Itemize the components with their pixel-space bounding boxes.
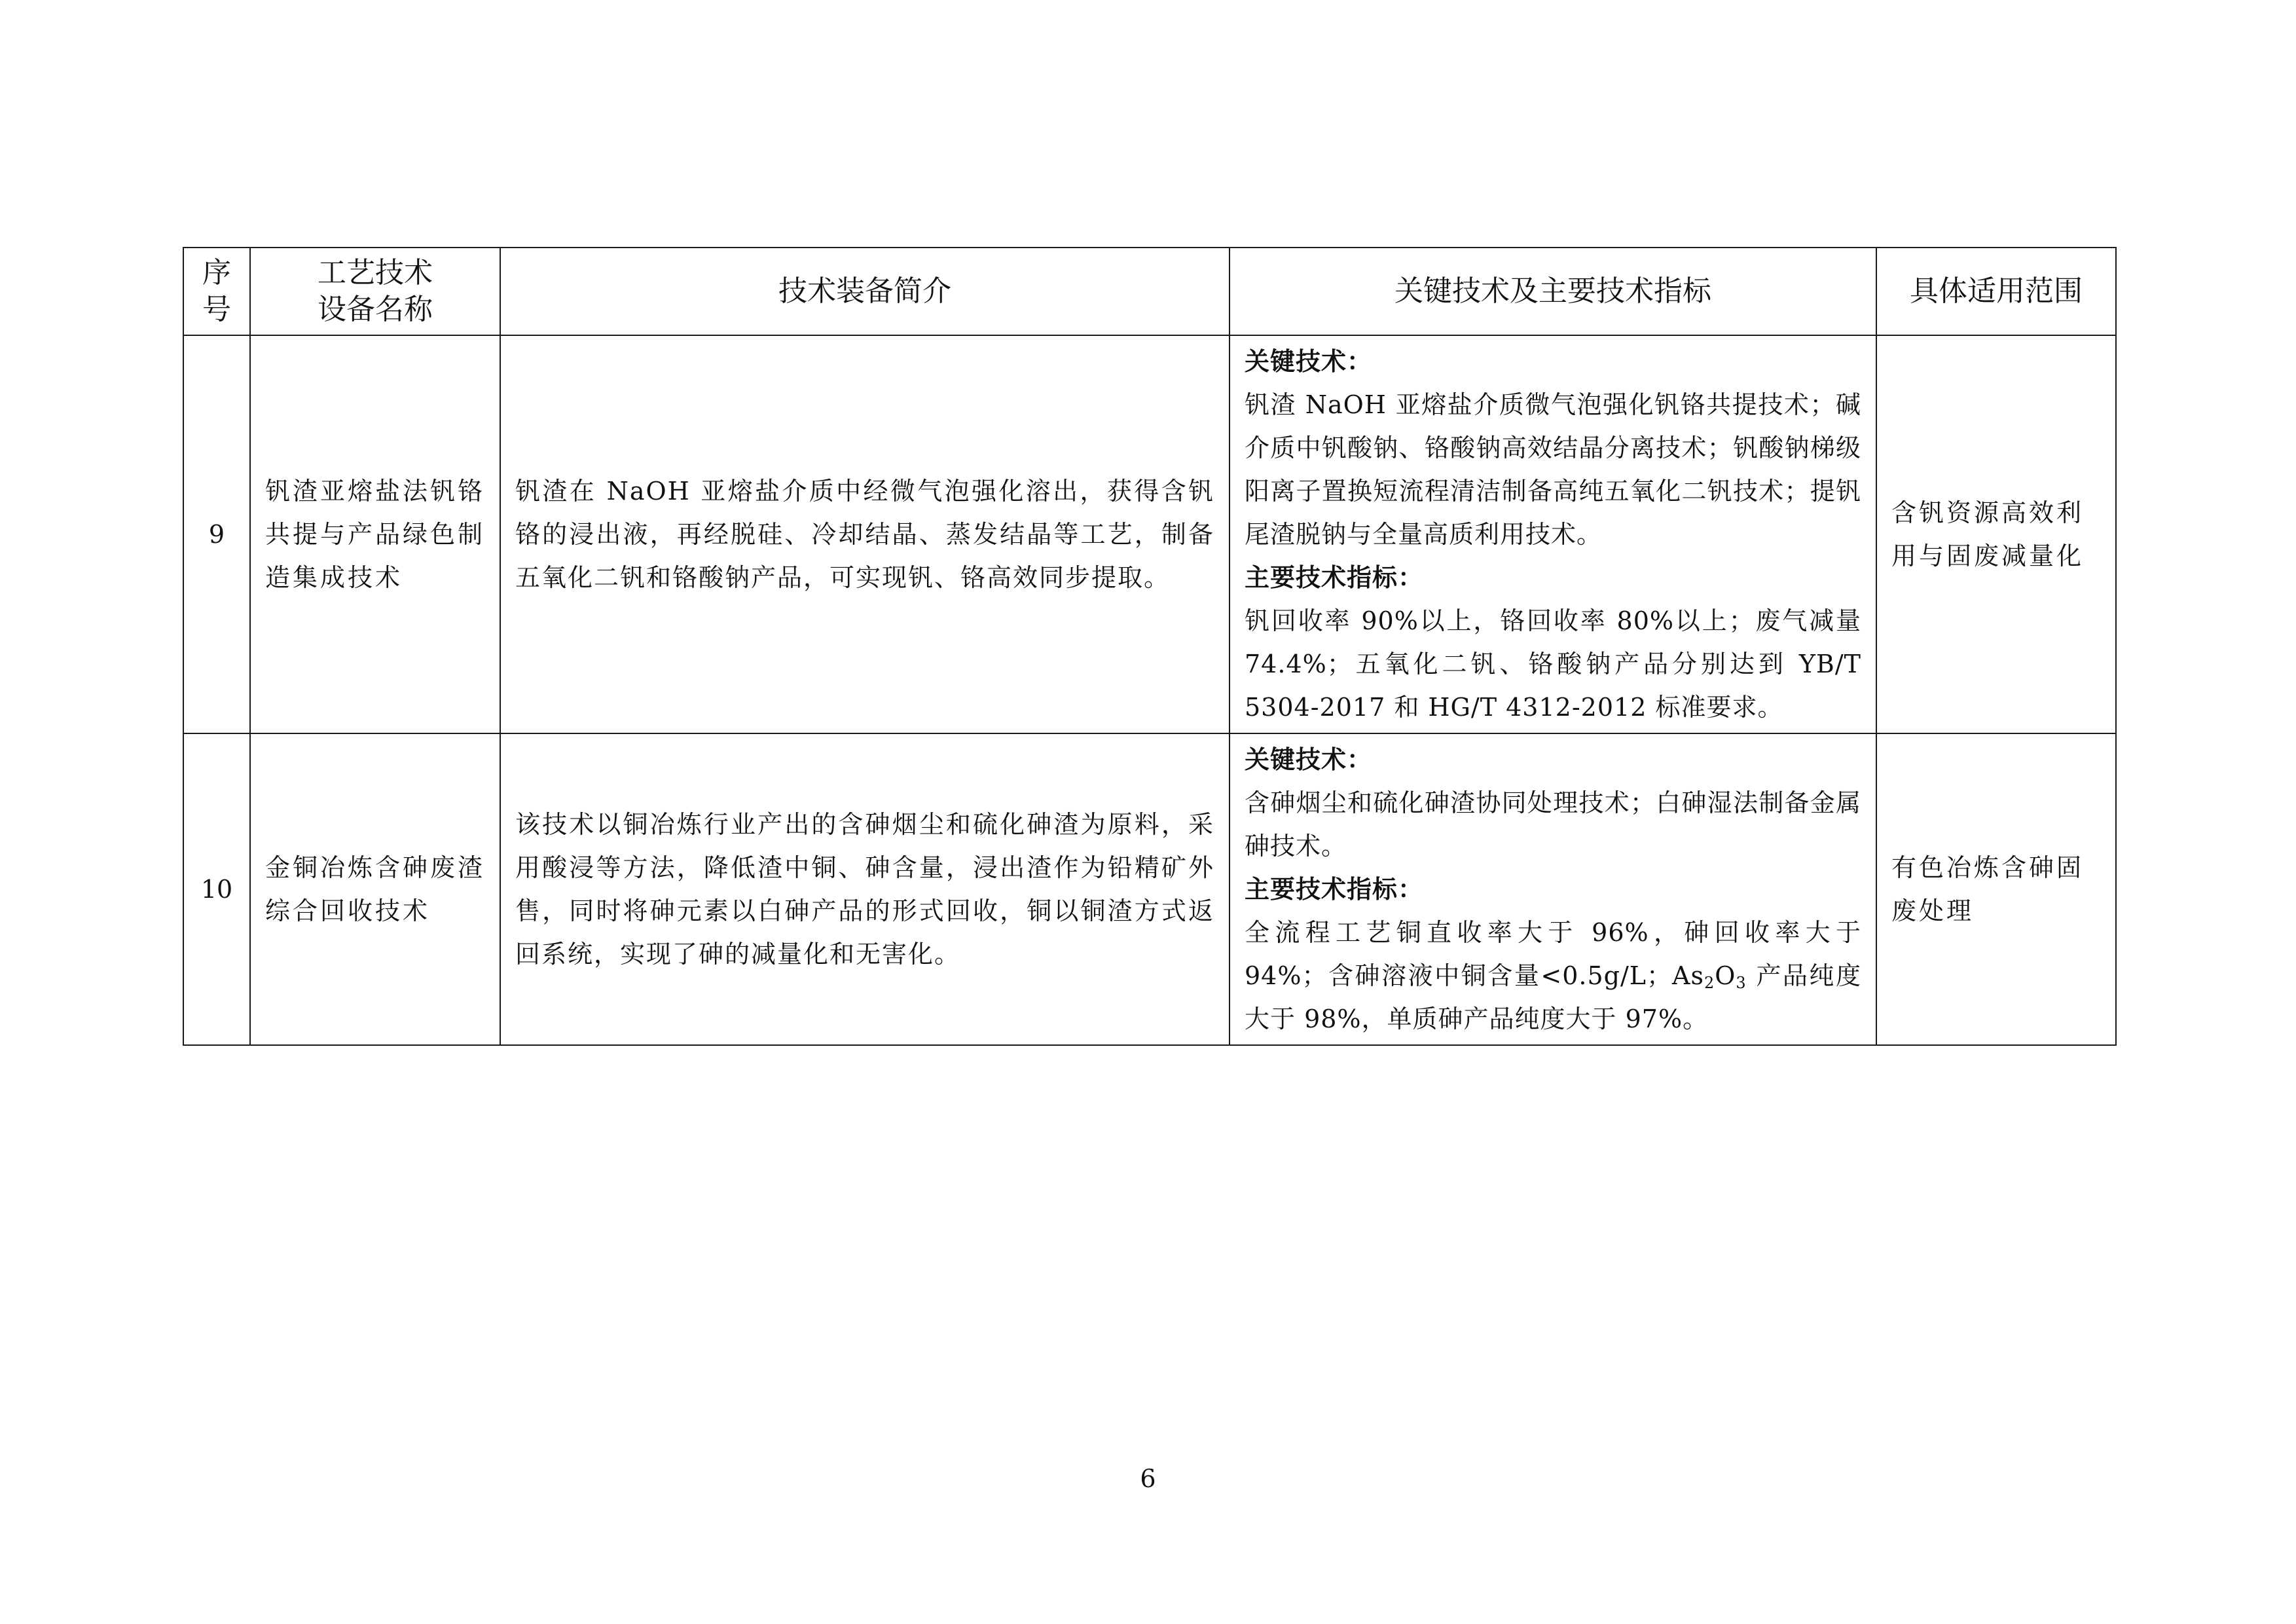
header-serial-number-line2: 号 bbox=[202, 293, 231, 326]
indicator-text bbox=[1245, 911, 1861, 1041]
key-technology-label: 关键技术： bbox=[1245, 347, 1373, 376]
cell-introduction: 钒渣在 NaOH 亚熔盐介质中经微气泡强化溶出，获得含钒铬的浸出液，再经脱硅、冷却结晶、蒸发结晶等工艺，制备五氧化二钒和铬酸钠产品，可实现钒、铬高效同步提取。 bbox=[500, 335, 1230, 733]
cell-serial-number: 10 bbox=[183, 733, 250, 1045]
table-row bbox=[183, 335, 2116, 733]
indicator-subscript-2: 3 bbox=[1736, 974, 1747, 992]
table-header-row bbox=[183, 248, 2116, 335]
key-technology-text: 含砷烟尘和硫化砷渣协同处理技术；白砷湿法制备金属砷技术。 bbox=[1245, 788, 1861, 860]
cell-introduction: 该技术以铜冶炼行业产出的含砷烟尘和硫化砷渣为原料，采用酸浸等方法，降低渣中铜、砷含量，浸出渣作为铅精矿外售，同时将砷元素以白砷产品的形式回收，铜以铜渣方式返回系统，实现了砷的减量化和无害化。 bbox=[500, 733, 1230, 1045]
cell-equipment-name: 金铜冶炼含砷废渣综合回收技术 bbox=[250, 733, 500, 1045]
header-key-technology: 关键技术及主要技术指标 bbox=[1230, 248, 1876, 335]
cell-application-scope: 含钒资源高效利用与固废减量化 bbox=[1876, 335, 2116, 733]
header-equipment-name-line2: 设备名称 bbox=[318, 293, 433, 326]
cell-key-technology bbox=[1230, 335, 1876, 733]
cell-equipment-name: 钒渣亚熔盐法钒铬共提与产品绿色制造集成技术 bbox=[250, 335, 500, 733]
header-serial-number-line1: 序 bbox=[202, 256, 231, 289]
cell-key-technology bbox=[1230, 733, 1876, 1045]
header-equipment-name-line1: 工艺技术 bbox=[318, 256, 433, 289]
indicator-subscript-1: 2 bbox=[1704, 974, 1715, 992]
key-technology-label: 关键技术： bbox=[1245, 745, 1373, 774]
header-serial-number bbox=[183, 248, 250, 335]
indicator-text: 钒回收率 90%以上，铬回收率 80%以上；废气减量 74.4%；五氧化二钒、铬酸钠产品分别达到 YB/T 5304-2017 和 HG/T 4312-2012 标准要求。 bbox=[1245, 606, 1861, 722]
header-introduction: 技术装备简介 bbox=[500, 248, 1230, 335]
page-number: 6 bbox=[1140, 1464, 1156, 1493]
indicator-text-part1: 全流程工艺铜直收率大于 96%，砷回收率大于 94%；含砷溶液中铜含量<0.5g/L；As bbox=[1245, 918, 1861, 990]
indicator-label: 主要技术指标： bbox=[1245, 563, 1424, 592]
indicator-text-part3: 产品纯度大于 98%，单质砷产品纯度大于 97%。 bbox=[1245, 961, 1861, 1033]
key-technology-text: 钒渣 NaOH 亚熔盐介质微气泡强化钒铬共提技术；碱介质中钒酸钠、铬酸钠高效结晶分离技术；钒酸钠梯级阳离子置换短流程清洁制备高纯五氧化二钒技术；提钒尾渣脱钠与全量高质利用技术。 bbox=[1245, 390, 1861, 549]
cell-serial-number: 9 bbox=[183, 335, 250, 733]
indicator-label: 主要技术指标： bbox=[1245, 875, 1424, 904]
cell-application-scope: 有色冶炼含砷固废处理 bbox=[1876, 733, 2116, 1045]
technology-table bbox=[183, 247, 2117, 1046]
header-application-scope: 具体适用范围 bbox=[1876, 248, 2116, 335]
header-equipment-name bbox=[250, 248, 500, 335]
table-row bbox=[183, 733, 2116, 1045]
indicator-text-part2: O bbox=[1715, 961, 1736, 990]
